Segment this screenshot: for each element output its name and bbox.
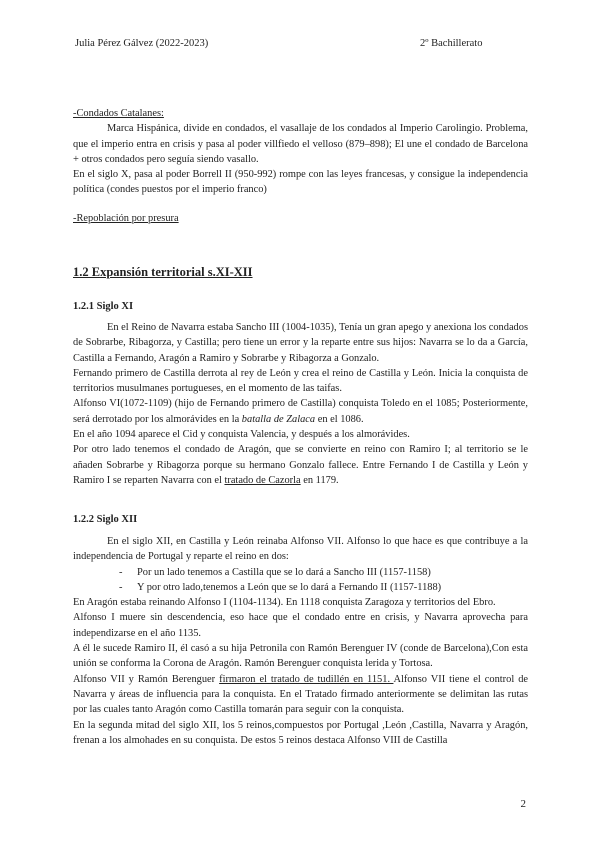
siglo-xii-paragraph-2: En Aragón estaba reinando Alfonso I (1104-1134). En 1118 conquista Zaragoza y territorios del Ebro. (73, 597, 496, 609)
section-1-2-heading-block (73, 265, 528, 280)
catalanes-paragraph-1: Marca Hispánica, divide en condados, el vasallaje de los condados al Imperio Carolingio. Problema, que el imperio entra en crisis y pasa al poder villfiedo el velloso (879–898); El une el condado de Barcelona + otros condados pero seguía siendo vasallo. (73, 123, 528, 165)
section-1-2-title: 1.2 Expansión territorial s.XI-XII (73, 265, 253, 279)
header-author: Julia Pérez Gálvez (2022-2023) (75, 38, 209, 49)
siglo-xii-bullet-1 (73, 565, 528, 580)
siglo-xi-paragraph-2: Fernando primero de Castilla derrota al rey de León y crea el reino de Castilla y León. Inicia la conquista de territorios musulmanes portugueses, en el momento de las taifas. (73, 367, 528, 395)
siglo-xii-paragraph-5 (73, 672, 528, 718)
siglo-xi-paragraph-5-c: en 1179. (300, 474, 339, 486)
catalanes-paragraph-2: En el siglo X, pasa al poder Borrell II (950-992) rompe con las leyes francesas, y consigue la independencia política (condes puestos por el imperio franco) (73, 169, 528, 196)
siglo-xi-paragraph-4: En el año 1094 aparece el Cid y conquista Valencia, y después a los almorávides. (73, 429, 410, 441)
siglo-xi-block (73, 299, 528, 314)
siglo-xi-paragraph-5 (73, 442, 528, 488)
siglo-xi-paragraph-3-a: Alfonso VI(1072-1109) (hijo de Fernando primero de Castilla) conquista Toledo en el 1085; Posteriormente, será derrotado por los almorávides en la (73, 398, 528, 425)
siglo-xii-title: 1.2.2 Siglo XII (73, 514, 138, 525)
tratado-tudillen-text: firmaron el tratado de tudillén en 1151. (219, 673, 394, 685)
siglo-xii-paragraph-5-a: Alfonso VII y Ramón Berenguer (73, 673, 220, 685)
siglo-xii-bullet-1-text: Por un lado tenemos a Castilla que se lo dará a Sancho III (1157-1158) (137, 566, 431, 578)
siglo-xi-paragraph-1: En el Reino de Navarra estaba Sancho III (1004-1035), Tenía un gran apego y anexiona los condados de Sobrarbe, Ribagorza, y Castilla; pero tiene un error y la reparte entre sus hijos: Navarra se lo da a García, Castilla a Fernando, Aragón a Ramiro y Sobrarbe y Ribagorza a Gonzalo. (73, 322, 528, 364)
siglo-xi-title: 1.2.1 Siglo XI (73, 301, 134, 312)
bullet-dash-icon: - (119, 581, 123, 593)
catalanes-title: -Condados Catalanes: (73, 108, 164, 119)
repoblacion-title: -Repoblación por presura (73, 213, 179, 224)
batalla-zalaca-text: batalla de Zalaca (241, 413, 316, 425)
siglo-xii-paragraph-1: En el siglo XII, en Castilla y León reinaba Alfonso VII. Alfonso lo que hace es que contribuye a la independencia de Portugal y reparte el reino en dos: (73, 536, 528, 563)
siglo-xii-paragraph-5-c: Alfonso VII tiene el control de Navarra y áreas de influencia para la conquista. En el Tratado firmado anteriormente se delimitan las rutas por las cuales tanto Aragón como Castilla tomarán para seguir con la conquista. (73, 673, 528, 716)
siglo-xi-paragraph-3-c: en el 1086. (315, 413, 364, 425)
siglo-xii-bullet-2-text: Y por otro lado,tenemos a León que se lo dará a Fernando II (1157-1188) (137, 581, 442, 593)
siglo-xi-paragraph-5-a: Por otro lado tenemos el condado de Aragón, que se convierte en reino con Ramiro I; al territorio se le añaden Sobrarbe y Ribagorza porque su hermano Gonzalo fallece. Entre Fernando I de Castilla y León y Ramiro I se reparten Navarra con el (73, 444, 528, 486)
siglo-xi-body (73, 320, 528, 488)
repoblacion-block (73, 211, 528, 226)
siglo-xii-paragraph-4: A él le sucede Ramiro II, él casó a su hija Petronila con Ramón Berenguer IV (conde de Barcelona),Con esta unión se conforma la Corona de Aragón. Ramón Berenguer conquista lerida y Tortosa. (73, 643, 528, 670)
siglo-xii-bullet-2 (73, 580, 528, 595)
siglo-xii-block (73, 512, 528, 527)
page-number: 2 (520, 798, 526, 810)
bullet-dash-icon: - (119, 566, 123, 578)
catalanes-block (73, 106, 528, 198)
siglo-xii-paragraph-3: Alfonso I muere sin descendencia, eso hace que el condado entre en crisis, y Navarra aprovecha para independizarse en el año 1135. (73, 612, 528, 639)
siglo-xi-paragraph-3 (73, 396, 528, 427)
siglo-xii-paragraph-6: En la segunda mitad del siglo XII, los 5 reinos,compuestos por Portugal ,León ,Castilla, Navarra y Aragón, frenan a los almohades en su conquista. De estos 5 reinos destaca Alfonso VIII de Castilla (73, 719, 528, 746)
tratado-cazorla-text: tratado de Cazorla (224, 474, 301, 486)
header-course: 2º Bachillerato (420, 38, 483, 49)
siglo-xii-body (73, 534, 528, 748)
